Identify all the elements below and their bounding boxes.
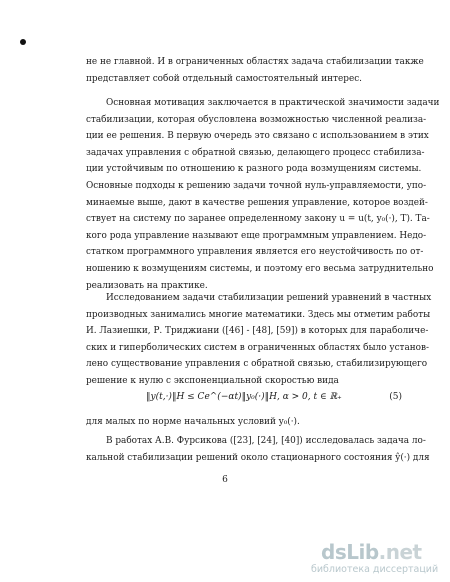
- paragraph-5: [86, 433, 430, 466]
- text-line: задачах управления с обратной связью, делающего процесс стабилиза-: [86, 147, 425, 158]
- watermark-logo-main: dsLib: [321, 540, 379, 564]
- paragraph-3: [86, 290, 432, 390]
- text-line: В работах А.В. Фурсикова ([23], [24], [40]) исследовалась задача ло-: [106, 436, 426, 446]
- watermark: [311, 540, 439, 576]
- scan-mark: [20, 39, 26, 45]
- text-line: ношению к возмущениям системы, и поэтому его весьма затруднительно: [86, 263, 434, 274]
- text-line: стабилизации, которая обусловлена возможностью численной реализа-: [86, 114, 427, 125]
- text-line: производных занимались многие математики. Здесь мы отметим работы: [86, 309, 431, 320]
- text-line: представляет собой отдельный самостоятельный интерес.: [86, 73, 362, 84]
- text-line: ских и гиперболических систем в ограниченных областях было установ-: [86, 342, 430, 353]
- paragraph-1: [86, 54, 424, 87]
- text-line: Основная мотивация заключается в практической значимости задачи: [106, 98, 440, 108]
- text-line: ции устойчивым по отношению к разного рода возмущениям системы.: [86, 164, 422, 175]
- text-line: И. Лазиешки, Р. Триджиани ([46] - [48], [59]) в которых для параболиче-: [86, 326, 429, 337]
- text-line: не не главной. И в ограниченных областях задача стабилизации также: [86, 57, 424, 67]
- text-line: кого рода управление называют еще программным управлением. Недо-: [86, 230, 427, 241]
- text-line: лено существование управления с обратной связью, стабилизирующего: [86, 359, 428, 370]
- watermark-logo-tld: .net: [378, 540, 422, 564]
- text-line: ции ее решения. В первую очередь это связано с использованием в этих: [86, 131, 429, 142]
- text-line: ствует на систему по заранее определенному закону u = u(t, y₀(·), T). Та-: [86, 214, 430, 225]
- watermark-logo: [321, 540, 422, 564]
- text-line: реализовать на практике.: [86, 280, 208, 291]
- paragraph-4: [86, 414, 404, 431]
- equation-expression: ‖y(t,·)‖H ≤ Ce^(−αt)‖y₀(·)‖H, α > 0, t ∈ ℝ₊: [146, 392, 342, 402]
- text-line: решение к нулю с экспоненциальной скоростью вида: [86, 375, 339, 386]
- text-line: минаемые выше, дают в качестве решения управление, которое воздей-: [86, 197, 428, 208]
- text-line: для малых по норме начальных условий y₀(·).: [86, 417, 300, 427]
- text-line: статком программного управления является его неустойчивость по от-: [86, 247, 424, 258]
- text-line: Исследованием задачи стабилизации решений уравнений в частных: [106, 293, 432, 303]
- text-line: Основные подходы к решению задачи точной нуль-управляемости, упо-: [86, 180, 427, 191]
- text-line: кальной стабилизации решений около стационарного состояния ŷ(·) для: [86, 452, 430, 463]
- equation-number: (5): [389, 392, 402, 402]
- watermark-subtitle: библиотека диссертаций: [311, 564, 439, 575]
- paragraph-2: [86, 95, 440, 294]
- page-number: 6: [222, 475, 228, 485]
- equation-5: [86, 390, 404, 408]
